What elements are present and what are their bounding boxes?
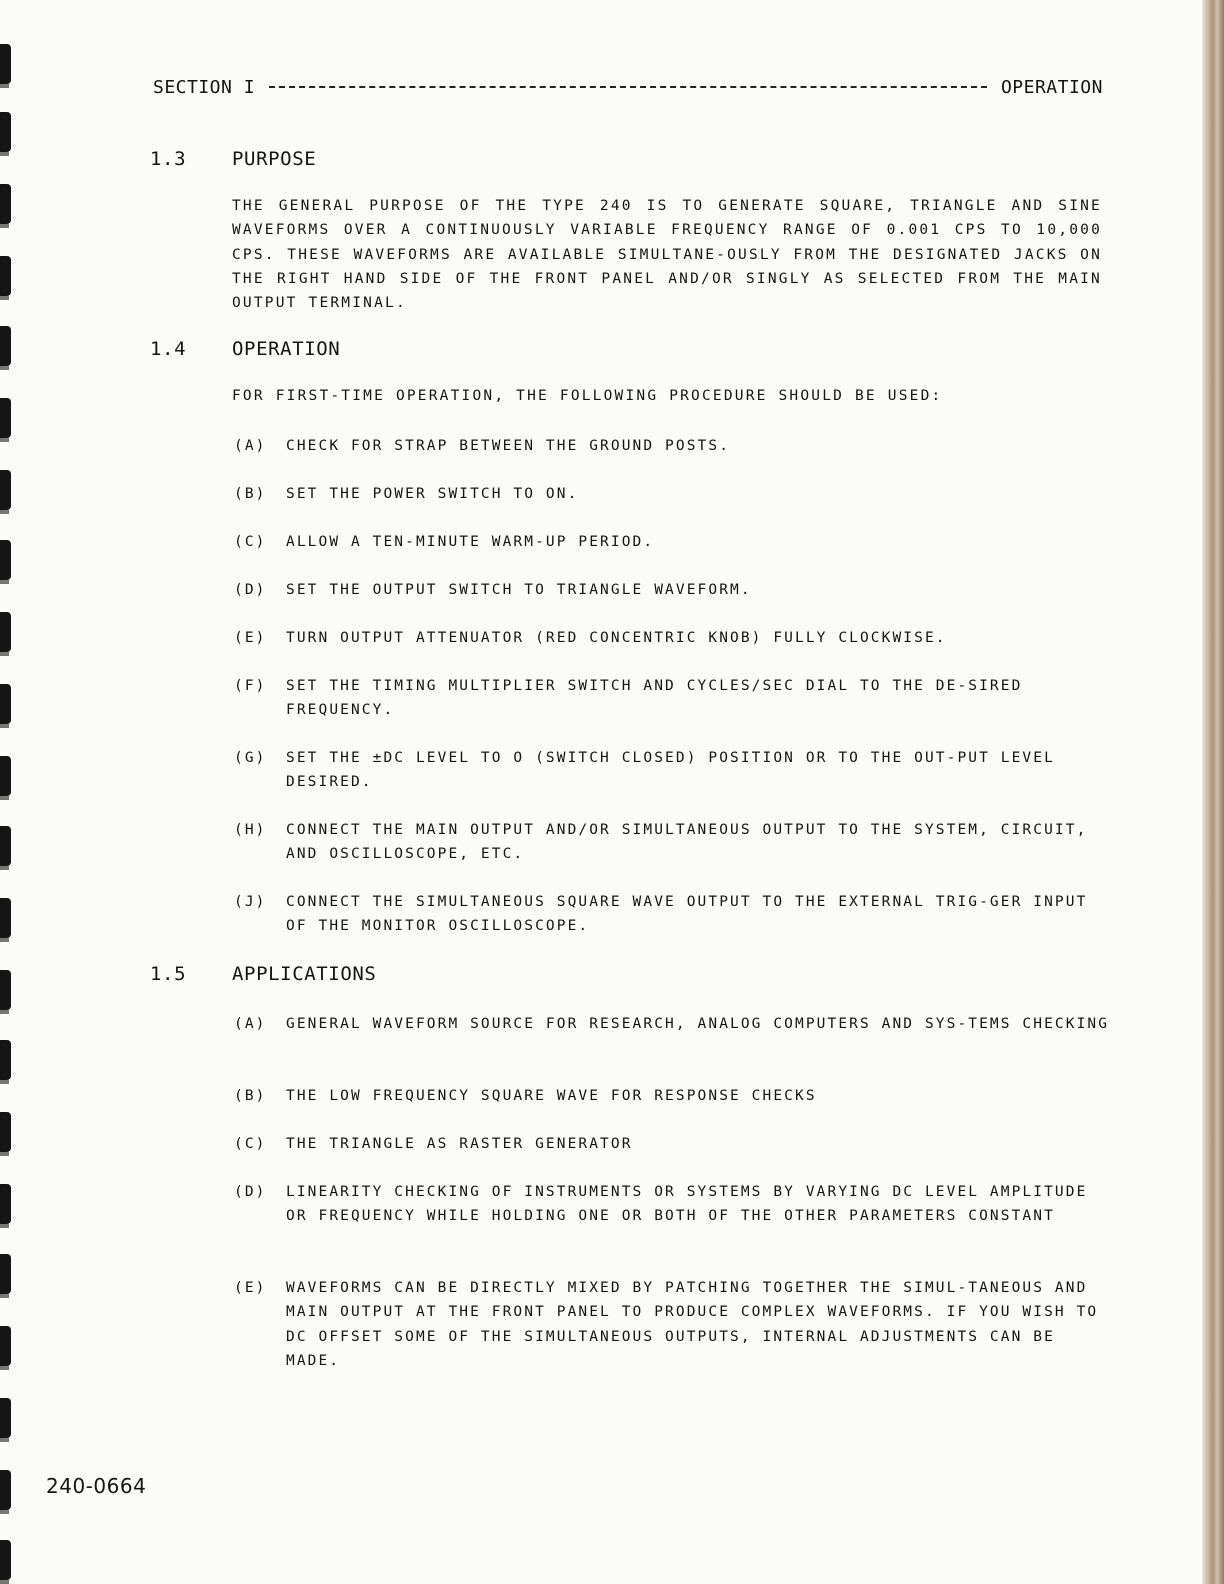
section-heading-applications (150, 963, 1110, 985)
list-item (234, 434, 1119, 458)
binding-ring (0, 1398, 11, 1438)
list-item (234, 1084, 1119, 1108)
list-item-text: LINEARITY CHECKING OF INSTRUMENTS OR SYSTEMS BY VARYING DC LEVEL AMPLITUDE OR FREQUENCY WHILE HOLDING ONE OR BOTH OF THE OTHER PARAMETERS CONSTANT (286, 1184, 1088, 1225)
list-item-label: (A) (234, 1016, 267, 1032)
list-item-label: (A) (234, 438, 267, 454)
section-title: PURPOSE (232, 148, 317, 170)
purpose-paragraph: THE GENERAL PURPOSE OF THE TYPE 240 IS TO GENERATE SQUARE, TRIANGLE AND SINE WAVEFORMS OVER A CONTINUOUSLY VARIABLE FREQUENCY RANGE OF 0.001 CPS TO 10,000 CPS. THESE WAVEFORMS ARE AVAILABLE SIMULTANE-OUSLY FROM THE DESIGNATED JACKS ON THE RIGHT HAND SIDE OF THE FRONT PANEL AND/OR SINGLY AS SELECTED FROM THE MAIN OUTPUT TERMINAL. (232, 198, 1102, 312)
section-heading-operation (150, 338, 1110, 360)
binding-ring (0, 1540, 11, 1580)
operation-intro: FOR FIRST-TIME OPERATION, THE FOLLOWING PROCEDURE SHOULD BE USED: (232, 388, 943, 404)
list-item-label: (C) (234, 1136, 267, 1152)
list-item (234, 746, 1119, 795)
section-heading-purpose (150, 148, 1110, 170)
list-item-text: TURN OUTPUT ATTENUATOR (RED CONCENTRIC KNOB) FULLY CLOCKWISE. (286, 630, 947, 646)
list-item-label: (J) (234, 894, 267, 910)
binding-ring (0, 612, 11, 652)
section-number: 1.5 (150, 963, 187, 985)
list-item-text: THE LOW FREQUENCY SQUARE WAVE FOR RESPONSE CHECKS (286, 1088, 817, 1104)
list-item-text: SET THE OUTPUT SWITCH TO TRIANGLE WAVEFORM. (286, 582, 752, 598)
page-edge (1202, 0, 1224, 1584)
running-header (153, 74, 1103, 100)
binding-ring (0, 256, 11, 296)
list-item-text: CONNECT THE MAIN OUTPUT AND/OR SIMULTANEOUS OUTPUT TO THE SYSTEM, CIRCUIT, AND OSCILLOSCOPE, ETC. (286, 822, 1088, 863)
list-item (234, 482, 1119, 506)
binding-ring (0, 1470, 11, 1510)
list-item-label: (B) (234, 486, 267, 502)
binding-ring (0, 1254, 11, 1294)
binding-ring (0, 112, 11, 152)
list-item-text: SET THE POWER SWITCH TO ON. (286, 486, 579, 502)
list-item (234, 1180, 1119, 1229)
list-item (234, 626, 1119, 650)
list-item-text: ALLOW A TEN-MINUTE WARM-UP PERIOD. (286, 534, 655, 550)
list-item (234, 1012, 1119, 1036)
list-item-text: SET THE ±DC LEVEL TO O (SWITCH CLOSED) POSITION OR TO THE OUT-PUT LEVEL DESIRED. (286, 750, 1055, 791)
section-number: 1.4 (150, 338, 187, 360)
binding-ring (0, 1112, 11, 1152)
list-item-text: CONNECT THE SIMULTANEOUS SQUARE WAVE OUTPUT TO THE EXTERNAL TRIG-GER INPUT OF THE MONITOR OSCILLOSCOPE. (286, 894, 1088, 935)
binding-ring (0, 826, 11, 866)
list-item (234, 1132, 1119, 1156)
list-item-label: (F) (234, 678, 267, 694)
binding-ring (0, 1184, 11, 1224)
section-title: APPLICATIONS (232, 963, 377, 985)
binding-ring (0, 898, 11, 938)
header-dashed-rule (269, 86, 987, 88)
binding-ring (0, 970, 11, 1010)
list-item-label: (E) (234, 630, 267, 646)
list-item-text: GENERAL WAVEFORM SOURCE FOR RESEARCH, ANALOG COMPUTERS AND SYS-TEMS CHECKING (286, 1016, 1110, 1032)
list-item-label: (E) (234, 1280, 267, 1296)
header-chapter-label: OPERATION (1000, 76, 1103, 98)
binding-ring (0, 1040, 11, 1080)
list-item-text: THE TRIANGLE AS RASTER GENERATOR (286, 1136, 633, 1152)
spiral-binding (0, 0, 14, 1584)
list-item-label: (D) (234, 1184, 267, 1200)
binding-ring (0, 184, 11, 224)
binding-ring (0, 470, 11, 510)
list-item-text: CHECK FOR STRAP BETWEEN THE GROUND POSTS. (286, 438, 731, 454)
binding-ring (0, 398, 11, 438)
section-number: 1.3 (150, 148, 187, 170)
binding-ring (0, 540, 11, 580)
binding-ring (0, 1326, 11, 1366)
binding-ring (0, 756, 11, 796)
document-number: 240-0664 (46, 1474, 147, 1498)
list-item-text: SET THE TIMING MULTIPLIER SWITCH AND CYCLES/SEC DIAL TO THE DE-SIRED FREQUENCY. (286, 678, 1023, 719)
binding-ring (0, 326, 11, 366)
list-item (234, 1276, 1119, 1373)
list-item (234, 530, 1119, 554)
list-item-text: WAVEFORMS CAN BE DIRECTLY MIXED BY PATCHING TOGETHER THE SIMUL-TANEOUS AND MAIN OUTPUT AT THE FRONT PANEL TO PRODUCE COMPLEX WAVEFORMS. IF YOU WISH TO DC OFFSET SOME OF THE SIMULTANEOUS OUTPUTS, INTERNAL ADJUSTMENTS CAN BE MADE. (286, 1280, 1099, 1369)
binding-ring (0, 684, 11, 724)
list-item-label: (B) (234, 1088, 267, 1104)
list-item (234, 674, 1119, 723)
list-item-label: (C) (234, 534, 267, 550)
list-item-label: (H) (234, 822, 267, 838)
list-item (234, 890, 1119, 939)
list-item (234, 578, 1119, 602)
header-section-label: SECTION I (153, 76, 256, 98)
binding-ring (0, 44, 11, 84)
list-item (234, 818, 1119, 867)
list-item-label: (G) (234, 750, 267, 766)
list-item-label: (D) (234, 582, 267, 598)
section-title: OPERATION (232, 338, 341, 360)
